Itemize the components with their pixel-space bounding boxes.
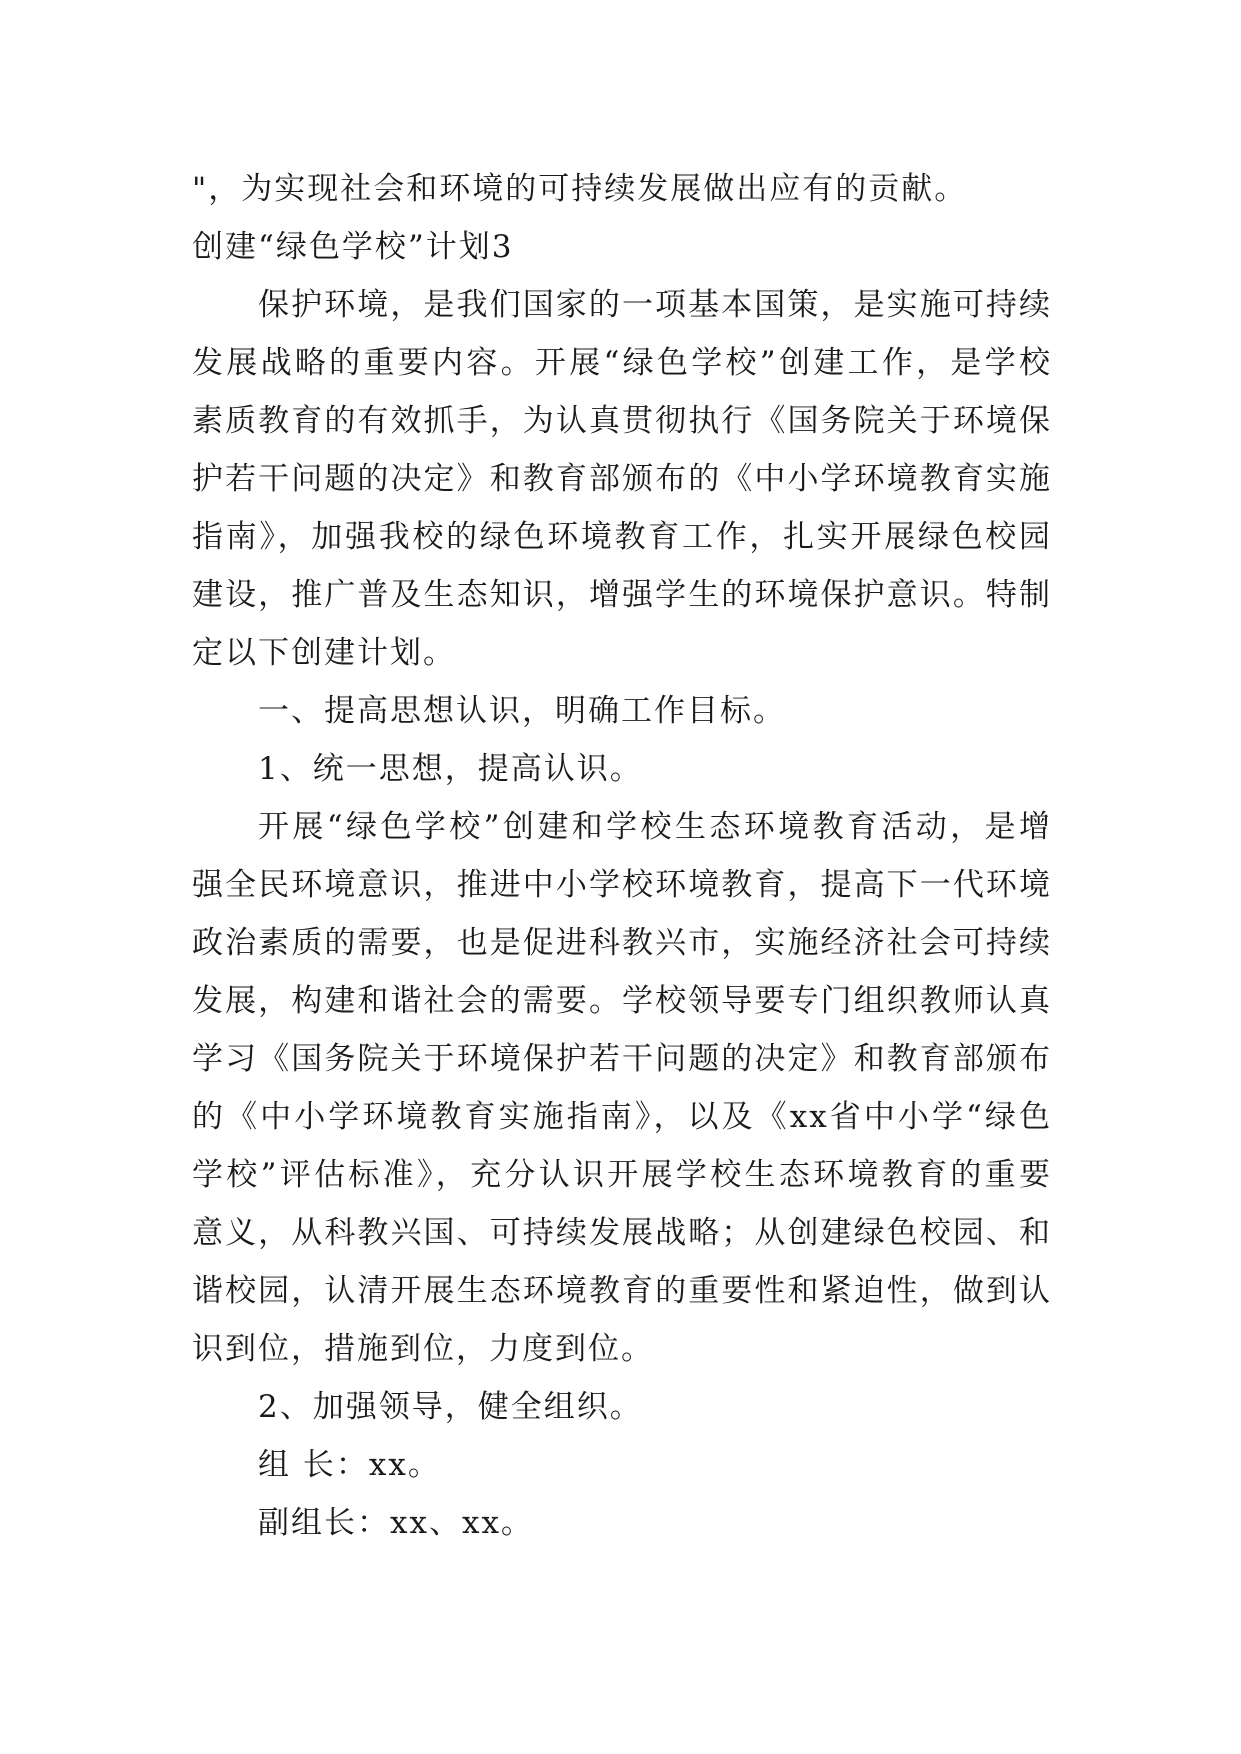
item-two: 2、加强领导，健全组织。 xyxy=(258,1389,643,1425)
document-body xyxy=(192,160,1052,1552)
subheading-one: 一、提高思想认识，明确工作目标。 xyxy=(258,693,786,729)
item-one: 1、统一思想，提高认识。 xyxy=(258,751,643,787)
paragraph-body: 开展“绿色学校”创建和学校生态环境教育活动，是增强全民环境意识，推进中小学校环境教育，提高下一代环境政治素质的需要，也是促进科教兴市，实施经济社会可持续发展，构建和谐社会的需要。学校领导要专门组织教师认真学习《国务院关于环境保护若干问题的决定》和教育部颁布的《中小学环境教育实施指南》，以及《xx省中小学“绿色学校”评估标准》，充分认识开展学校生态环境教育的重要意义，从科教兴国、可持续发展战略；从创建绿色校园、和谐校园，认清开展生态环境教育的重要性和紧迫性，做到认识到位，措施到位，力度到位。 xyxy=(192,809,1052,1367)
deputy-leader-line: 副组长：xx、xx。 xyxy=(258,1505,534,1541)
paragraph-intro: 保护环境，是我们国家的一项基本国策，是实施可持续发展战略的重要内容。开展“绿色学校”创建工作，是学校素质教育的有效抓手，为认真贯彻执行《国务院关于环境保护若干问题的决定》和教育部颁布的《中小学环境教育实施指南》，加强我校的绿色环境教育工作，扎实开展绿色校园建设，推广普及生态知识，增强学生的环境保护意识。特制定以下创建计划。 xyxy=(192,287,1052,671)
section-heading: 创建“绿色学校”计划3 xyxy=(192,229,514,265)
paragraph-continuation: "，为实现社会和环境的可持续发展做出应有的贡献。 xyxy=(192,171,968,207)
group-leader-line: 组 长：xx。 xyxy=(258,1447,441,1483)
